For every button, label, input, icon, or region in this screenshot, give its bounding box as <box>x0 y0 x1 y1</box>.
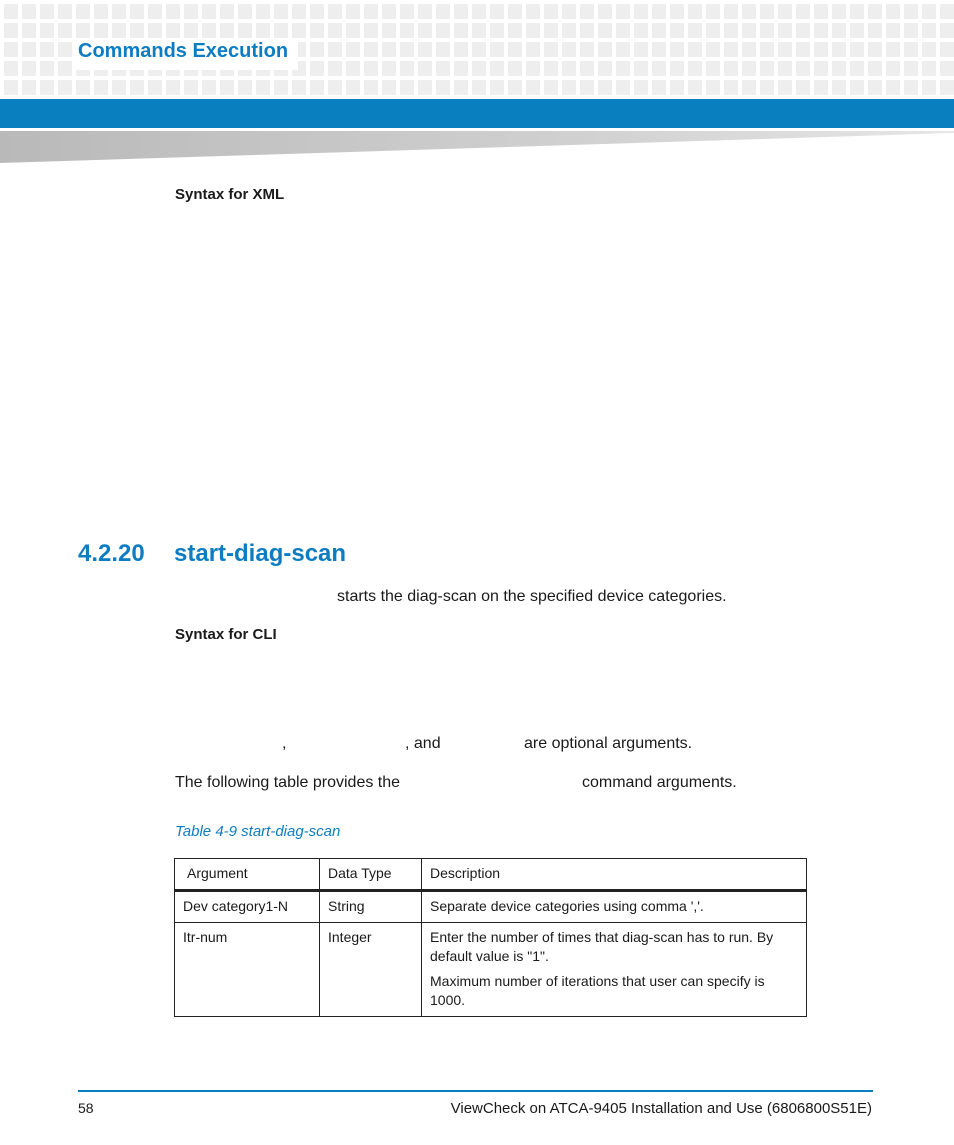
page-number: 58 <box>78 1100 94 1116</box>
cell-description <box>422 891 807 923</box>
header-blue-band <box>0 99 954 128</box>
header-description: Description <box>422 859 807 891</box>
table-intro-tail: command arguments. <box>582 774 737 791</box>
description-paragraph: Maximum number of iterations that user can specify is 1000. <box>430 973 765 1008</box>
table-intro-lead: The following table provides the <box>175 774 401 791</box>
table-header-row <box>175 859 807 891</box>
description-paragraph: Enter the number of times that diag-scan has to run. By default value is "1". <box>430 929 774 964</box>
cell-argument: Dev category1-N <box>175 891 320 923</box>
cell-type: Integer <box>320 923 422 1017</box>
section-intro: starts the diag-scan on the specified device categories. <box>337 588 727 605</box>
description-paragraph: Separate device categories using comma ','. <box>430 898 704 914</box>
table-row <box>175 891 807 923</box>
optional-and: , and <box>405 735 441 752</box>
header-argument: Argument <box>175 859 320 891</box>
cell-description <box>422 923 807 1017</box>
section-title: start-diag-scan <box>174 540 347 567</box>
arguments-table <box>174 858 807 1017</box>
cli-syntax-subhead: Syntax for CLI <box>175 626 277 643</box>
header-title: Commands Execution <box>78 40 289 62</box>
optional-comma: , <box>282 735 287 752</box>
optional-tail: are optional arguments. <box>524 735 693 752</box>
table-row <box>175 923 807 1017</box>
xml-syntax-subhead: Syntax for XML <box>175 186 285 203</box>
header-gray-wedge <box>0 131 954 163</box>
document-title: ViewCheck on ATCA-9405 Installation and Use (6806800S51E) <box>450 1100 872 1117</box>
section-number: 4.2.20 <box>78 540 145 567</box>
cell-type: String <box>320 891 422 923</box>
footer-rule <box>78 1090 873 1092</box>
section-heading <box>78 540 346 568</box>
header-data-type: Data Type <box>320 859 422 891</box>
cell-argument: Itr-num <box>175 923 320 1017</box>
table-caption: Table 4-9 start-diag-scan <box>175 823 341 840</box>
